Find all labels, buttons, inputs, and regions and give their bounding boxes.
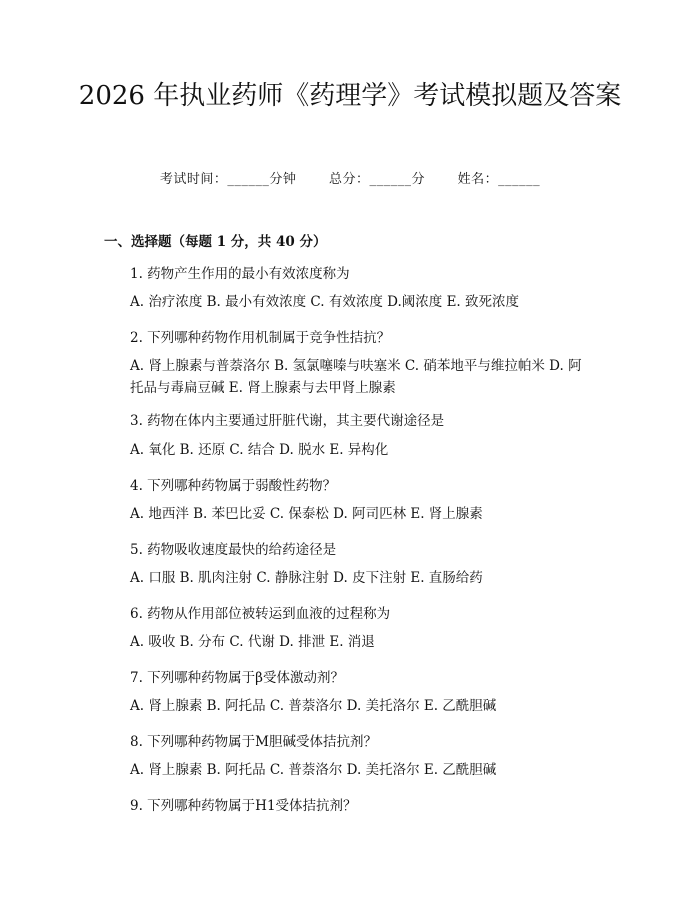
question-stem: 6. 药物从作用部位被转运到血液的过程称为 xyxy=(130,606,391,622)
question-options: A. 肾上腺素与普萘洛尔 B. 氢氯噻嗪与呋塞米 C. 硝苯地平与维拉帕米 D. 阿托品与毒扁豆碱 E. 肾上腺素与去甲肾上腺素 xyxy=(130,358,582,396)
question-stem: 5. 药物吸收速度最快的给药途径是 xyxy=(130,542,337,558)
question-options: A. 肾上腺素 B. 阿托品 C. 普萘洛尔 D. 美托洛尔 E. 乙酰胆碱 xyxy=(130,762,497,778)
section-heading: 一、选择题（每题 1 分，共 40 分） xyxy=(104,234,327,250)
question-options: A. 地西泮 B. 苯巴比妥 C. 保泰松 D. 阿司匹林 E. 肾上腺素 xyxy=(130,506,483,522)
question-options: A. 吸收 B. 分布 C. 代谢 D. 排泄 E. 消退 xyxy=(130,634,375,650)
exam-info-line xyxy=(0,168,700,187)
question-options: A. 治疗浓度 B. 最小有效浓度 C. 有效浓度 D.阈浓度 E. 致死浓度 xyxy=(130,294,520,310)
question-stem: 3. 药物在体内主要通过肝脏代谢，其主要代谢途径是 xyxy=(130,413,445,429)
question-stem: 9. 下列哪种药物属于H1受体拮抗剂？ xyxy=(130,798,357,814)
document-title: 2026 年执业药师《药理学》考试模拟题及答案 xyxy=(78,81,622,111)
question-stem: 1. 药物产生作用的最小有效浓度称为 xyxy=(130,266,350,282)
question-stem: 8. 下列哪种药物属于M胆碱受体拮抗剂？ xyxy=(130,734,377,750)
question-options: A. 口服 B. 肌肉注射 C. 静脉注射 D. 皮下注射 E. 直肠给药 xyxy=(130,570,483,586)
question-options: A. 肾上腺素 B. 阿托品 C. 普萘洛尔 D. 美托洛尔 E. 乙酰胆碱 xyxy=(130,698,497,714)
question-options: A. 氧化 B. 还原 C. 结合 D. 脱水 E. 异构化 xyxy=(130,442,389,458)
exam-time-field: 考试时间：______分钟 xyxy=(159,172,297,187)
total-score-field: 总分：______分 xyxy=(328,172,425,187)
question-stem: 4. 下列哪种药物属于弱酸性药物？ xyxy=(130,478,337,494)
question-stem: 7. 下列哪种药物属于β受体激动剂？ xyxy=(130,670,344,686)
name-field: 姓名：______ xyxy=(457,172,541,187)
question-stem: 2. 下列哪种药物作用机制属于竞争性拮抗？ xyxy=(130,330,391,346)
